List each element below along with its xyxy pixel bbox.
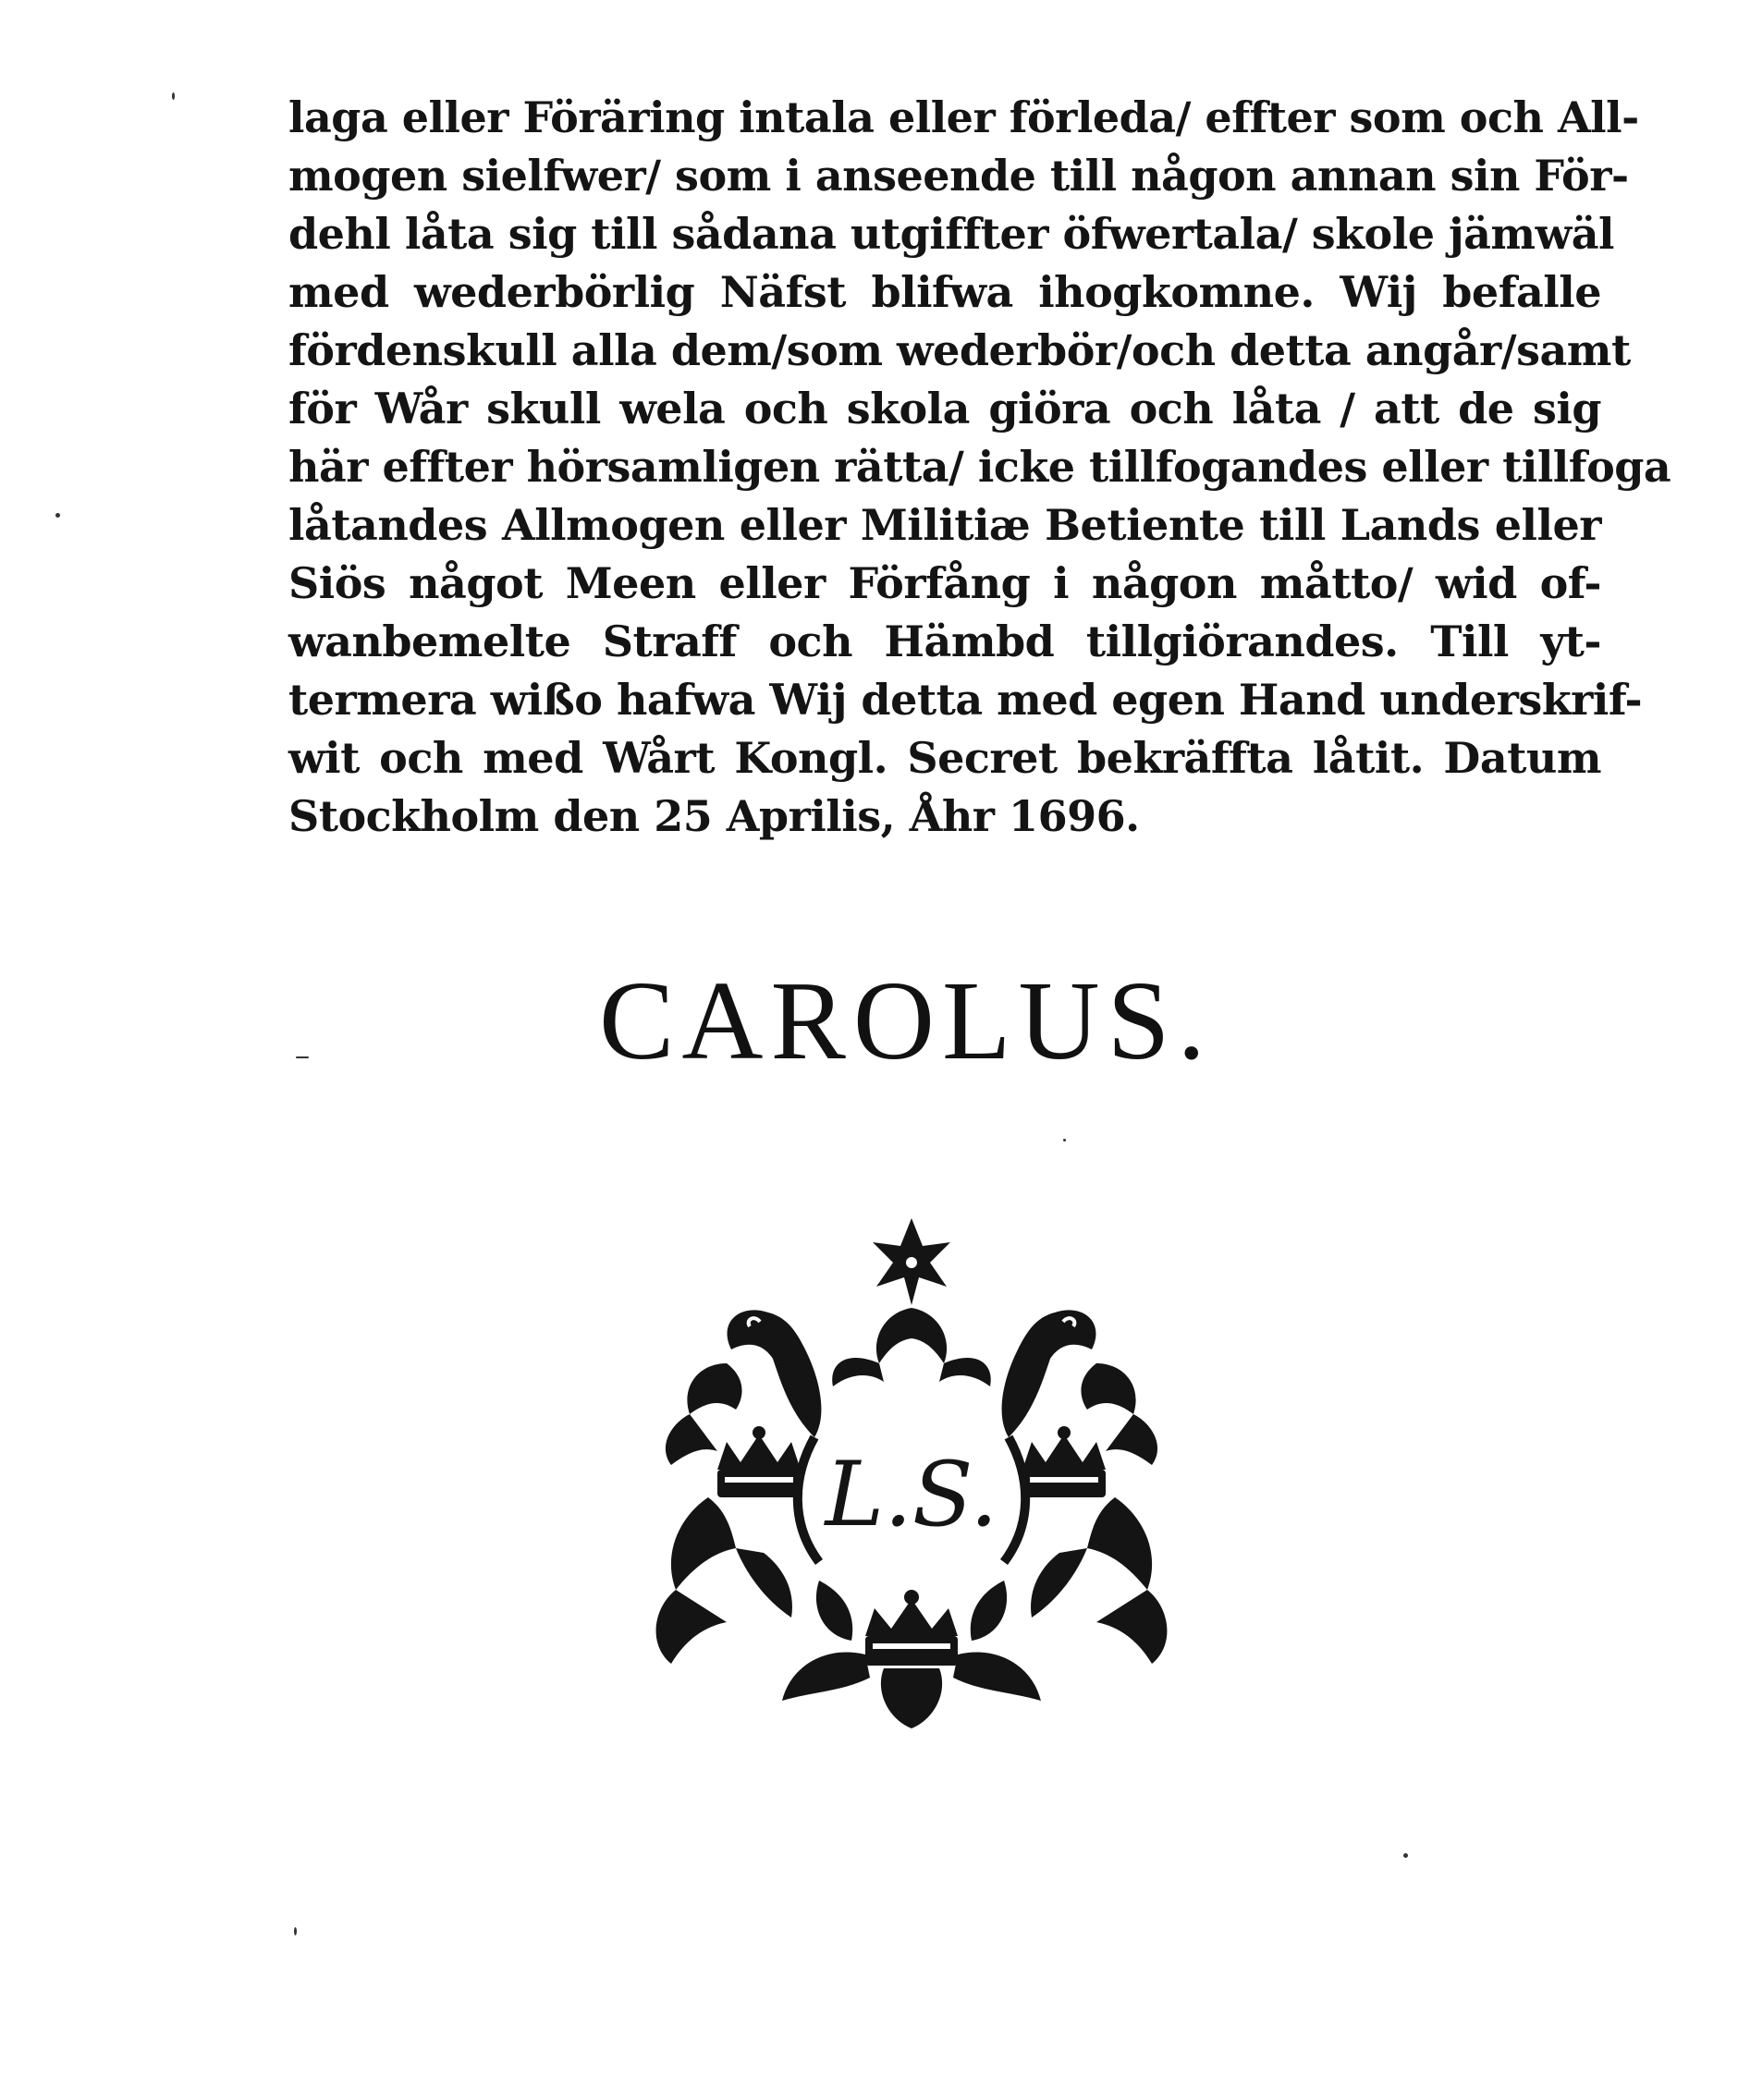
text-line: här effter hörsamligen rätta/ icke tillfogandes eller tillfoga — [288, 442, 1671, 492]
text-line: fördenskull alla dem/som wederbör/och detta angår/samt — [288, 325, 1631, 375]
seal-monogram: L.S. — [825, 1443, 998, 1546]
text-line: termera wißo hafwa Wij detta med egen Hand underskrif- — [288, 675, 1643, 725]
scan-speck — [172, 92, 175, 100]
scan-speck — [294, 1927, 297, 1935]
seal-ornament-icon — [653, 1202, 1170, 1738]
text-line: låtandes Allmogen eller Militiæ Betiente till Lands eller — [288, 500, 1601, 550]
text-line: för Wår skull wela och skola giöra och låta / att de sig — [288, 384, 1601, 433]
text-line: laga eller Föräring intala eller förleda/ effter som och All- — [288, 92, 1639, 142]
scan-speck — [296, 1056, 309, 1058]
text-line: Siös något Meen eller Förfång i någon måtto/ wid of- — [288, 558, 1601, 608]
text-line: wit och med Wårt Kongl. Secret bekräffta låtit. Datum — [288, 733, 1601, 783]
scan-speck — [1063, 1139, 1066, 1142]
decree-text — [288, 89, 1671, 846]
scan-speck — [55, 513, 60, 518]
text-line: wanbemelte Straff och Hämbd tillgiörandes. Till yt- — [288, 617, 1601, 666]
scan-speck — [1403, 1853, 1408, 1858]
text-line: mogen sielfwer/ som i anseende till någon annan sin För- — [288, 151, 1629, 201]
text-line: med wederbörlig Näfst blifwa ihogkomne. Wij befalle — [288, 267, 1601, 317]
royal-signature: CAROLUS. — [599, 958, 1213, 1083]
text-line-date: Stockholm den 25 Aprilis, Åhr 1696. — [288, 791, 1140, 841]
text-line: dehl låta sig till sådana utgiffter öfwertala/ skole jämwäl — [288, 209, 1614, 259]
